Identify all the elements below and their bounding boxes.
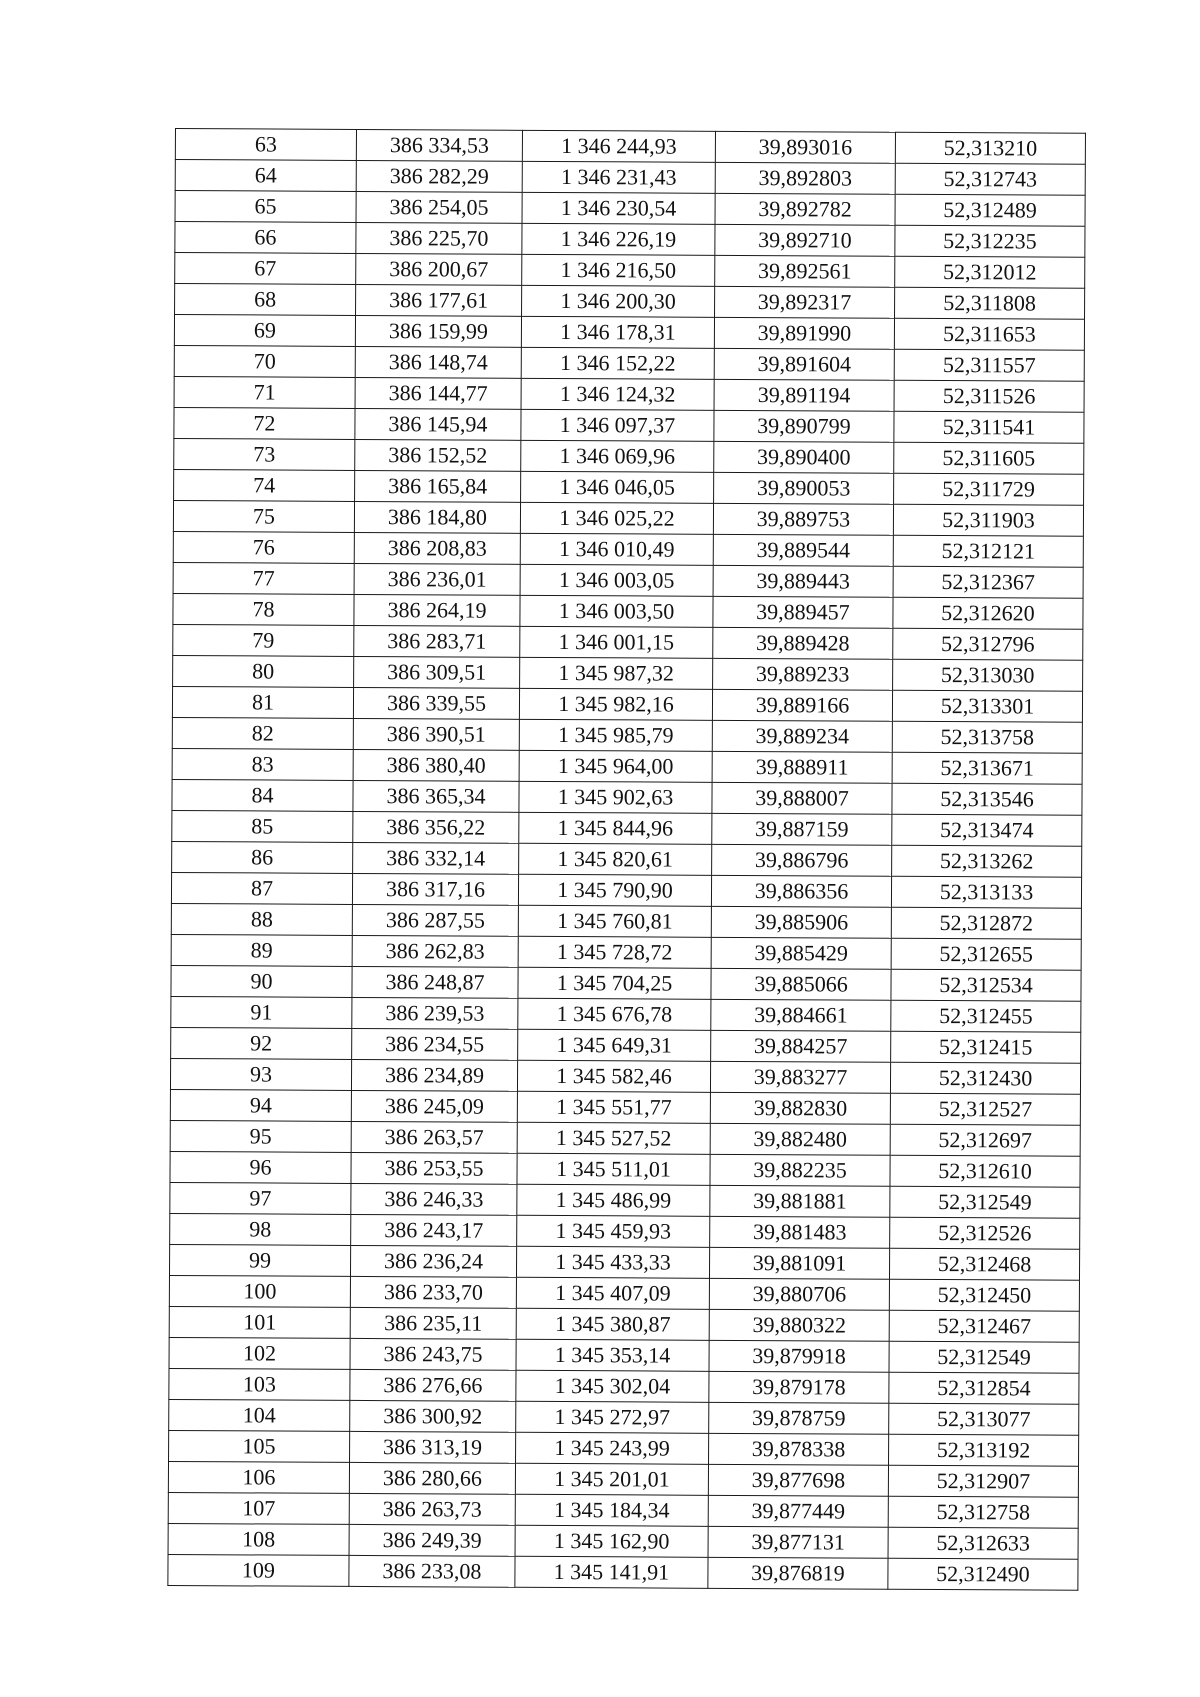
y-coordinate-cell: 1 346 025,22 xyxy=(520,502,713,534)
table-row xyxy=(169,1368,1079,1404)
y-coordinate-cell: 1 345 985,79 xyxy=(519,719,712,751)
latitude-cell: 39,890400 xyxy=(714,441,894,473)
table-row xyxy=(172,686,1082,722)
longitude-cell: 52,313301 xyxy=(892,690,1082,722)
latitude-cell: 39,891990 xyxy=(714,317,894,349)
latitude-cell: 39,893016 xyxy=(715,131,895,163)
latitude-cell: 39,887159 xyxy=(712,813,892,845)
x-coordinate-cell: 386 144,77 xyxy=(355,377,521,409)
y-coordinate-cell: 1 346 200,30 xyxy=(522,285,715,317)
longitude-cell: 52,312549 xyxy=(889,1341,1079,1373)
y-coordinate-cell: 1 345 459,93 xyxy=(517,1215,710,1247)
y-coordinate-cell: 1 345 511,01 xyxy=(517,1153,710,1185)
latitude-cell: 39,879918 xyxy=(709,1340,889,1372)
point-number-cell: 74 xyxy=(174,469,355,501)
x-coordinate-cell: 386 236,24 xyxy=(350,1245,516,1277)
point-number-cell: 92 xyxy=(171,1027,352,1059)
x-coordinate-cell: 386 148,74 xyxy=(355,346,521,378)
point-number-cell: 63 xyxy=(175,129,356,161)
table-row xyxy=(171,872,1081,908)
y-coordinate-cell: 1 345 380,87 xyxy=(516,1308,709,1340)
table-row xyxy=(169,1430,1079,1466)
table-row xyxy=(173,531,1083,567)
latitude-cell: 39,889457 xyxy=(713,596,893,628)
point-number-cell: 84 xyxy=(172,779,353,811)
y-coordinate-cell: 1 346 010,49 xyxy=(520,533,713,565)
longitude-cell: 52,312490 xyxy=(888,1558,1078,1590)
point-number-cell: 96 xyxy=(170,1151,351,1183)
point-number-cell: 82 xyxy=(172,717,353,749)
x-coordinate-cell: 386 233,08 xyxy=(349,1555,515,1587)
longitude-cell: 52,313133 xyxy=(891,876,1081,908)
latitude-cell: 39,889166 xyxy=(712,689,892,721)
point-number-cell: 109 xyxy=(168,1554,349,1586)
y-coordinate-cell: 1 345 353,14 xyxy=(516,1339,709,1371)
latitude-cell: 39,891604 xyxy=(714,348,894,380)
y-coordinate-cell: 1 345 728,72 xyxy=(518,936,711,968)
longitude-cell: 52,311808 xyxy=(895,287,1085,319)
y-coordinate-cell: 1 345 527,52 xyxy=(517,1122,710,1154)
latitude-cell: 39,891194 xyxy=(714,379,894,411)
point-number-cell: 80 xyxy=(173,655,354,687)
longitude-cell: 52,312467 xyxy=(889,1310,1079,1342)
table-row xyxy=(169,1337,1079,1373)
y-coordinate-cell: 1 345 820,61 xyxy=(519,843,712,875)
longitude-cell: 52,313262 xyxy=(892,845,1082,877)
longitude-cell: 52,312697 xyxy=(890,1124,1080,1156)
x-coordinate-cell: 386 152,52 xyxy=(355,439,521,471)
table-row xyxy=(168,1492,1078,1528)
point-number-cell: 69 xyxy=(174,315,355,347)
y-coordinate-cell: 1 345 902,63 xyxy=(519,781,712,813)
y-coordinate-cell: 1 346 231,43 xyxy=(522,161,715,193)
point-number-cell: 95 xyxy=(170,1120,351,1152)
y-coordinate-cell: 1 345 790,90 xyxy=(518,874,711,906)
y-coordinate-cell: 1 346 230,54 xyxy=(522,192,715,224)
latitude-cell: 39,884257 xyxy=(711,1030,891,1062)
longitude-cell: 52,312450 xyxy=(889,1279,1079,1311)
latitude-cell: 39,888007 xyxy=(712,782,892,814)
y-coordinate-cell: 1 346 124,32 xyxy=(521,378,714,410)
table-row xyxy=(171,996,1081,1032)
latitude-cell: 39,886356 xyxy=(711,875,891,907)
table-row xyxy=(173,562,1083,598)
longitude-cell: 52,313077 xyxy=(889,1403,1079,1435)
point-number-cell: 108 xyxy=(168,1523,349,1555)
y-coordinate-cell: 1 345 676,78 xyxy=(518,998,711,1030)
table-row xyxy=(172,841,1082,877)
y-coordinate-cell: 1 345 704,25 xyxy=(518,967,711,999)
x-coordinate-cell: 386 243,17 xyxy=(351,1214,517,1246)
point-number-cell: 105 xyxy=(169,1430,350,1462)
latitude-cell: 39,882830 xyxy=(710,1092,890,1124)
latitude-cell: 39,878759 xyxy=(709,1402,889,1434)
x-coordinate-cell: 386 233,70 xyxy=(350,1276,516,1308)
point-number-cell: 89 xyxy=(171,934,352,966)
longitude-cell: 52,311903 xyxy=(893,504,1083,536)
y-coordinate-cell: 1 346 097,37 xyxy=(521,409,714,441)
point-number-cell: 76 xyxy=(173,531,354,563)
longitude-cell: 52,311541 xyxy=(894,411,1084,443)
latitude-cell: 39,892317 xyxy=(715,286,895,318)
table-row xyxy=(172,779,1082,815)
table-row xyxy=(170,1151,1080,1187)
table-row xyxy=(169,1306,1079,1342)
x-coordinate-cell: 386 243,75 xyxy=(350,1338,516,1370)
latitude-cell: 39,886796 xyxy=(712,844,892,876)
x-coordinate-cell: 386 280,66 xyxy=(349,1462,515,1494)
point-number-cell: 101 xyxy=(169,1306,350,1338)
table-row xyxy=(172,717,1082,753)
y-coordinate-cell: 1 345 844,96 xyxy=(519,812,712,844)
latitude-cell: 39,889428 xyxy=(713,627,893,659)
point-number-cell: 65 xyxy=(175,191,356,223)
longitude-cell: 52,313210 xyxy=(895,132,1085,164)
point-number-cell: 87 xyxy=(171,872,352,904)
y-coordinate-cell: 1 346 069,96 xyxy=(521,440,714,472)
y-coordinate-cell: 1 345 982,16 xyxy=(519,688,712,720)
longitude-cell: 52,311605 xyxy=(894,442,1084,474)
longitude-cell: 52,312549 xyxy=(890,1186,1080,1218)
longitude-cell: 52,312907 xyxy=(888,1465,1078,1497)
point-number-cell: 97 xyxy=(170,1182,351,1214)
table-row xyxy=(172,748,1082,784)
y-coordinate-cell: 1 346 003,50 xyxy=(520,595,713,627)
y-coordinate-cell: 1 346 226,19 xyxy=(522,223,715,255)
longitude-cell: 52,312455 xyxy=(891,1000,1081,1032)
point-number-cell: 98 xyxy=(170,1213,351,1245)
latitude-cell: 39,889544 xyxy=(713,534,893,566)
point-number-cell: 88 xyxy=(171,903,352,935)
latitude-cell: 39,890799 xyxy=(714,410,894,442)
y-coordinate-cell: 1 345 649,31 xyxy=(518,1029,711,1061)
point-number-cell: 79 xyxy=(173,624,354,656)
latitude-cell: 39,888911 xyxy=(712,751,892,783)
x-coordinate-cell: 386 283,71 xyxy=(354,625,520,657)
x-coordinate-cell: 386 254,05 xyxy=(356,191,522,223)
longitude-cell: 52,312527 xyxy=(890,1093,1080,1125)
table-row xyxy=(174,438,1084,474)
x-coordinate-cell: 386 239,53 xyxy=(352,997,518,1029)
point-number-cell: 70 xyxy=(174,345,355,377)
latitude-cell: 39,880322 xyxy=(709,1309,889,1341)
x-coordinate-cell: 386 263,73 xyxy=(349,1493,515,1525)
latitude-cell: 39,892561 xyxy=(715,255,895,287)
y-coordinate-cell: 1 346 003,05 xyxy=(520,564,713,596)
x-coordinate-cell: 386 390,51 xyxy=(353,718,519,750)
latitude-cell: 39,881483 xyxy=(710,1216,890,1248)
y-coordinate-cell: 1 345 407,09 xyxy=(516,1277,709,1309)
latitude-cell: 39,882480 xyxy=(710,1123,890,1155)
point-number-cell: 93 xyxy=(170,1058,351,1090)
table-row xyxy=(174,345,1084,381)
point-number-cell: 104 xyxy=(169,1399,350,1431)
latitude-cell: 39,877698 xyxy=(708,1464,888,1496)
latitude-cell: 39,879178 xyxy=(709,1371,889,1403)
longitude-cell: 52,312367 xyxy=(893,566,1083,598)
x-coordinate-cell: 386 300,92 xyxy=(350,1400,516,1432)
table-row xyxy=(169,1244,1079,1280)
latitude-cell: 39,889443 xyxy=(713,565,893,597)
point-number-cell: 99 xyxy=(169,1244,350,1276)
latitude-cell: 39,892782 xyxy=(715,193,895,225)
x-coordinate-cell: 386 309,51 xyxy=(354,656,520,688)
y-coordinate-cell: 1 345 582,46 xyxy=(517,1060,710,1092)
x-coordinate-cell: 386 145,94 xyxy=(355,408,521,440)
x-coordinate-cell: 386 236,01 xyxy=(354,563,520,595)
point-number-cell: 64 xyxy=(175,160,356,192)
x-coordinate-cell: 386 287,55 xyxy=(352,904,518,936)
point-number-cell: 106 xyxy=(168,1461,349,1493)
y-coordinate-cell: 1 345 141,91 xyxy=(515,1556,708,1588)
longitude-cell: 52,313758 xyxy=(892,721,1082,753)
table-row xyxy=(171,934,1081,970)
point-number-cell: 75 xyxy=(173,500,354,532)
y-coordinate-cell: 1 346 178,31 xyxy=(521,316,714,348)
table-row xyxy=(174,407,1084,443)
point-number-cell: 94 xyxy=(170,1089,351,1121)
longitude-cell: 52,312468 xyxy=(889,1248,1079,1280)
x-coordinate-cell: 386 276,66 xyxy=(350,1369,516,1401)
point-number-cell: 103 xyxy=(169,1368,350,1400)
longitude-cell: 52,312796 xyxy=(893,628,1083,660)
table-row xyxy=(175,160,1085,196)
longitude-cell: 52,312633 xyxy=(888,1527,1078,1559)
x-coordinate-cell: 386 165,84 xyxy=(355,470,521,502)
x-coordinate-cell: 386 249,39 xyxy=(349,1524,515,1556)
latitude-cell: 39,892803 xyxy=(715,162,895,194)
x-coordinate-cell: 386 264,19 xyxy=(354,594,520,626)
longitude-cell: 52,312415 xyxy=(891,1031,1081,1063)
y-coordinate-cell: 1 345 201,01 xyxy=(515,1463,708,1495)
y-coordinate-cell: 1 346 216,50 xyxy=(522,254,715,286)
latitude-cell: 39,881091 xyxy=(709,1247,889,1279)
latitude-cell: 39,880706 xyxy=(709,1278,889,1310)
longitude-cell: 52,311526 xyxy=(894,380,1084,412)
y-coordinate-cell: 1 345 987,32 xyxy=(520,657,713,689)
table-row xyxy=(174,469,1084,505)
table-row xyxy=(175,191,1085,227)
y-coordinate-cell: 1 345 486,99 xyxy=(517,1184,710,1216)
x-coordinate-cell: 386 263,57 xyxy=(351,1121,517,1153)
table-row xyxy=(170,1182,1080,1218)
x-coordinate-cell: 386 332,14 xyxy=(353,842,519,874)
point-number-cell: 73 xyxy=(174,438,355,470)
latitude-cell: 39,884661 xyxy=(711,999,891,1031)
longitude-cell: 52,311729 xyxy=(894,473,1084,505)
x-coordinate-cell: 386 200,67 xyxy=(356,253,522,285)
table-row xyxy=(173,655,1083,691)
coordinates-table-body xyxy=(168,129,1086,1591)
point-number-cell: 77 xyxy=(173,562,354,594)
longitude-cell: 52,312430 xyxy=(890,1062,1080,1094)
point-number-cell: 100 xyxy=(169,1275,350,1307)
longitude-cell: 52,313030 xyxy=(893,659,1083,691)
x-coordinate-cell: 386 356,22 xyxy=(353,811,519,843)
latitude-cell: 39,885066 xyxy=(711,968,891,1000)
x-coordinate-cell: 386 317,16 xyxy=(352,873,518,905)
x-coordinate-cell: 386 262,83 xyxy=(352,935,518,967)
longitude-cell: 52,312121 xyxy=(893,535,1083,567)
latitude-cell: 39,878338 xyxy=(709,1433,889,1465)
longitude-cell: 52,312534 xyxy=(891,969,1081,1001)
table-row xyxy=(170,1058,1080,1094)
latitude-cell: 39,877131 xyxy=(708,1526,888,1558)
longitude-cell: 52,313546 xyxy=(892,783,1082,815)
x-coordinate-cell: 386 339,55 xyxy=(353,687,519,719)
x-coordinate-cell: 386 234,55 xyxy=(352,1028,518,1060)
longitude-cell: 52,313192 xyxy=(889,1434,1079,1466)
x-coordinate-cell: 386 313,19 xyxy=(350,1431,516,1463)
table-row xyxy=(173,500,1083,536)
longitude-cell: 52,312610 xyxy=(890,1155,1080,1187)
point-number-cell: 102 xyxy=(169,1337,350,1369)
y-coordinate-cell: 1 345 760,81 xyxy=(518,905,711,937)
x-coordinate-cell: 386 334,53 xyxy=(356,129,522,161)
latitude-cell: 39,876819 xyxy=(708,1557,888,1589)
longitude-cell: 52,312743 xyxy=(895,163,1085,195)
x-coordinate-cell: 386 246,33 xyxy=(351,1183,517,1215)
point-number-cell: 85 xyxy=(172,810,353,842)
y-coordinate-cell: 1 346 046,05 xyxy=(521,471,714,503)
longitude-cell: 52,313671 xyxy=(892,752,1082,784)
x-coordinate-cell: 386 184,80 xyxy=(354,501,520,533)
table-row xyxy=(171,965,1081,1001)
point-number-cell: 66 xyxy=(175,222,356,254)
latitude-cell: 39,881881 xyxy=(710,1185,890,1217)
point-number-cell: 72 xyxy=(174,407,355,439)
point-number-cell: 91 xyxy=(171,996,352,1028)
longitude-cell: 52,312758 xyxy=(888,1496,1078,1528)
longitude-cell: 52,312012 xyxy=(895,256,1085,288)
point-number-cell: 90 xyxy=(171,965,352,997)
latitude-cell: 39,889234 xyxy=(712,720,892,752)
x-coordinate-cell: 386 177,61 xyxy=(356,284,522,316)
point-number-cell: 81 xyxy=(172,686,353,718)
table-row xyxy=(173,624,1083,660)
table-row xyxy=(175,284,1085,320)
latitude-cell: 39,892710 xyxy=(715,224,895,256)
table-row xyxy=(169,1399,1079,1435)
table-row xyxy=(175,222,1085,258)
table-row xyxy=(174,376,1084,412)
y-coordinate-cell: 1 345 162,90 xyxy=(515,1525,708,1557)
table-row xyxy=(173,593,1083,629)
y-coordinate-cell: 1 346 001,15 xyxy=(520,626,713,658)
x-coordinate-cell: 386 235,11 xyxy=(350,1307,516,1339)
point-number-cell: 83 xyxy=(172,748,353,780)
x-coordinate-cell: 386 380,40 xyxy=(353,749,519,781)
x-coordinate-cell: 386 248,87 xyxy=(352,966,518,998)
point-number-cell: 86 xyxy=(172,841,353,873)
point-number-cell: 71 xyxy=(174,376,355,408)
latitude-cell: 39,883277 xyxy=(710,1061,890,1093)
latitude-cell: 39,889753 xyxy=(713,503,893,535)
point-number-cell: 107 xyxy=(168,1492,349,1524)
longitude-cell: 52,312854 xyxy=(889,1372,1079,1404)
longitude-cell: 52,311653 xyxy=(894,318,1084,350)
latitude-cell: 39,882235 xyxy=(710,1154,890,1186)
coordinates-table xyxy=(167,128,1086,1591)
table-row xyxy=(171,1027,1081,1063)
longitude-cell: 52,312872 xyxy=(891,907,1081,939)
longitude-cell: 52,312489 xyxy=(895,194,1085,226)
table-row xyxy=(169,1275,1079,1311)
longitude-cell: 52,312526 xyxy=(890,1217,1080,1249)
point-number-cell: 78 xyxy=(173,593,354,625)
y-coordinate-cell: 1 346 152,22 xyxy=(521,347,714,379)
x-coordinate-cell: 386 208,83 xyxy=(354,532,520,564)
latitude-cell: 39,877449 xyxy=(708,1495,888,1527)
x-coordinate-cell: 386 245,09 xyxy=(351,1090,517,1122)
table-row xyxy=(174,315,1084,351)
table-row xyxy=(170,1120,1080,1156)
x-coordinate-cell: 386 282,29 xyxy=(356,160,522,192)
table-row xyxy=(168,1554,1078,1590)
latitude-cell: 39,890053 xyxy=(714,472,894,504)
x-coordinate-cell: 386 365,34 xyxy=(353,780,519,812)
latitude-cell: 39,889233 xyxy=(713,658,893,690)
latitude-cell: 39,885429 xyxy=(711,937,891,969)
table-row xyxy=(168,1523,1078,1559)
table-row xyxy=(175,129,1085,165)
y-coordinate-cell: 1 346 244,93 xyxy=(522,130,715,162)
table-row xyxy=(172,810,1082,846)
table-row xyxy=(175,253,1085,289)
y-coordinate-cell: 1 345 551,77 xyxy=(517,1091,710,1123)
y-coordinate-cell: 1 345 964,00 xyxy=(519,750,712,782)
longitude-cell: 52,312655 xyxy=(891,938,1081,970)
x-coordinate-cell: 386 253,55 xyxy=(351,1152,517,1184)
table-row xyxy=(171,903,1081,939)
y-coordinate-cell: 1 345 433,33 xyxy=(516,1246,709,1278)
y-coordinate-cell: 1 345 184,34 xyxy=(515,1494,708,1526)
y-coordinate-cell: 1 345 243,99 xyxy=(516,1432,709,1464)
x-coordinate-cell: 386 225,70 xyxy=(356,222,522,254)
longitude-cell: 52,312620 xyxy=(893,597,1083,629)
longitude-cell: 52,311557 xyxy=(894,349,1084,381)
table-row xyxy=(168,1461,1078,1497)
latitude-cell: 39,885906 xyxy=(711,906,891,938)
longitude-cell: 52,312235 xyxy=(895,225,1085,257)
x-coordinate-cell: 386 159,99 xyxy=(355,315,521,347)
table-row xyxy=(170,1213,1080,1249)
point-number-cell: 67 xyxy=(175,253,356,285)
longitude-cell: 52,313474 xyxy=(892,814,1082,846)
y-coordinate-cell: 1 345 272,97 xyxy=(516,1401,709,1433)
x-coordinate-cell: 386 234,89 xyxy=(351,1059,517,1091)
y-coordinate-cell: 1 345 302,04 xyxy=(516,1370,709,1402)
table-row xyxy=(170,1089,1080,1125)
point-number-cell: 68 xyxy=(175,284,356,316)
